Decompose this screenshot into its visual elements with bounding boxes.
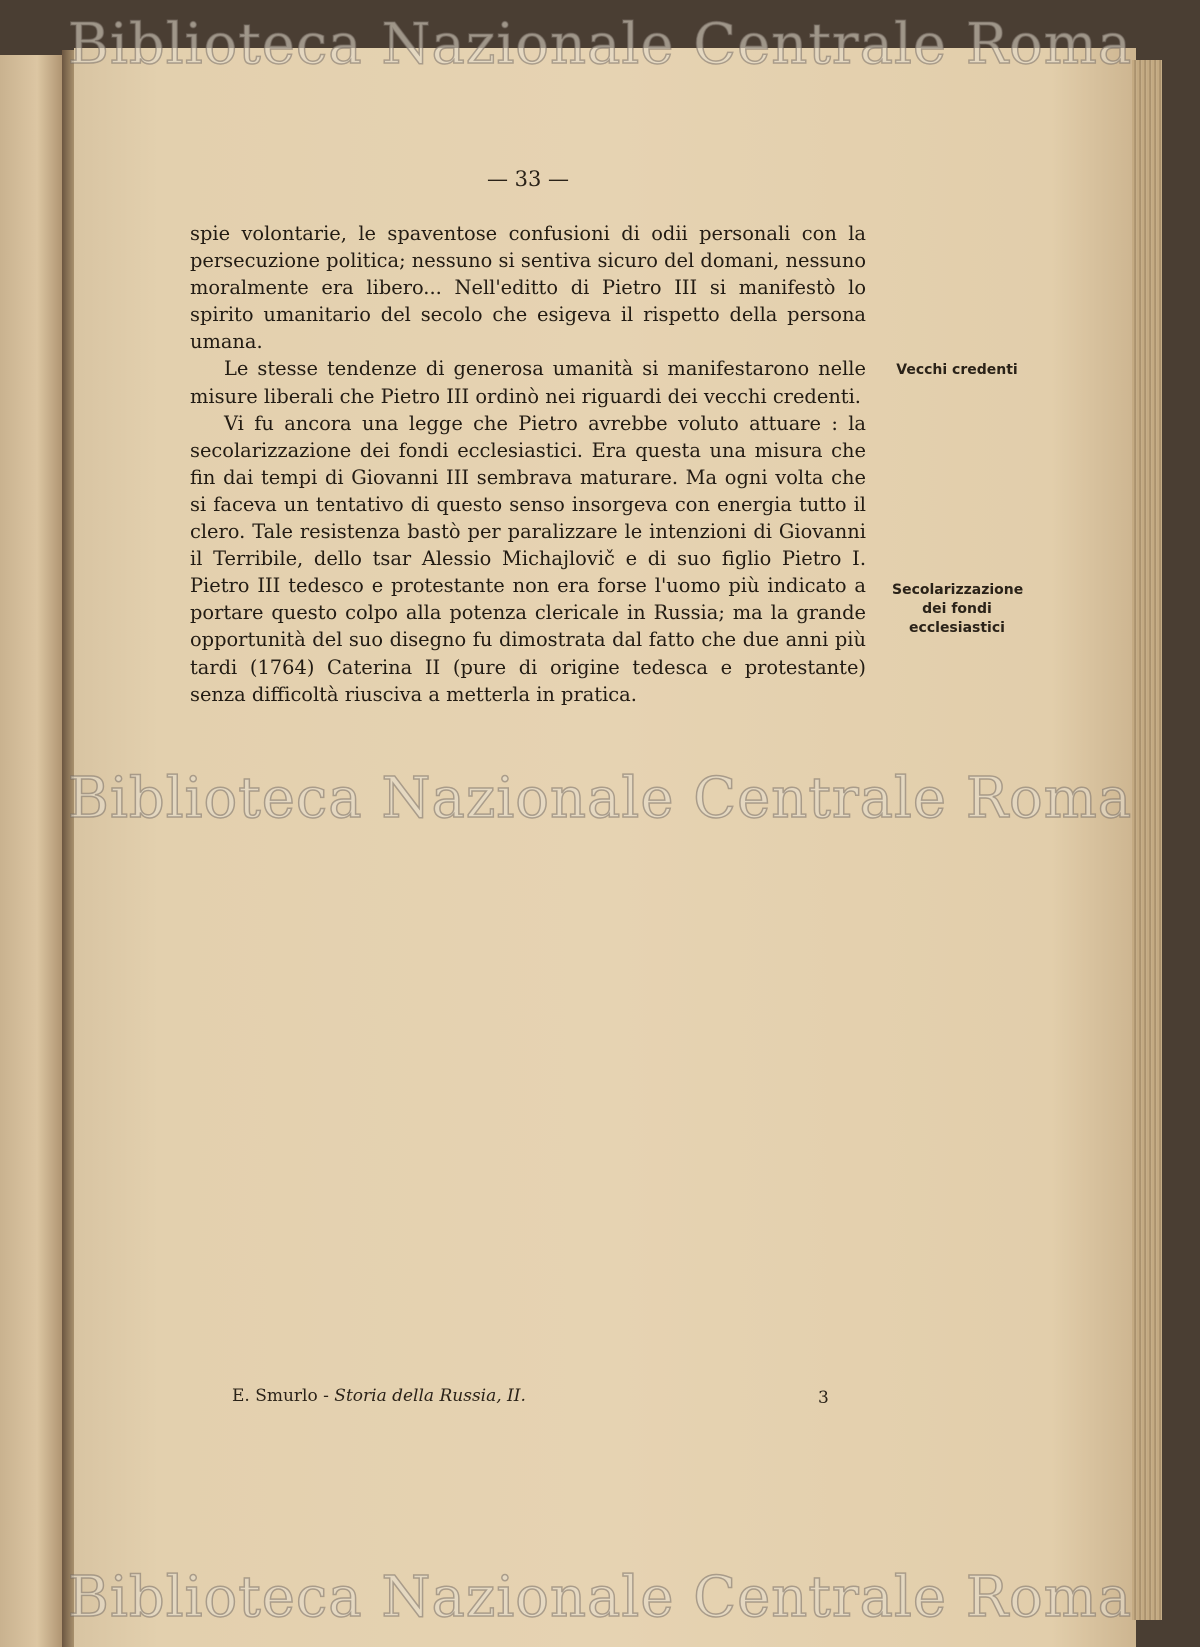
paragraph: Vi fu ancora una legge che Pietro avrebbe voluto attuare : la secolarizzazione dei fondi ecclesiastici. Era questa una misura che fin dai tempi di Giovanni III sembrava maturare. Ma ogni volta che si faceva un tentativo di questo senso insorgeva con energia tutto il clero. Tale resistenza bastò per paralizzare le intenzioni di Giovanni il Terribile, dello tsar Alessio Michajlovič e di suo figlio Pietro I. Pietro III tedesco e protestante non era forse l'uomo più indicato a portare questo colpo alla potenza clericale in Russia; ma la grande opportunità del suo disegno fu dimostrata dal fatto che due anni più tardi (1764) Caterina II (pure di origine tedesca e protestante) senza difficoltà riusciva a metterla in pratica. — [190, 411, 866, 706]
watermark: Biblioteca Nazionale Centrale Roma — [67, 12, 1133, 77]
book-gutter — [62, 50, 74, 1647]
margin-note: Secolarizzazione dei fondi ecclesiastici — [892, 582, 1024, 636]
facing-page-edge — [0, 55, 62, 1647]
paragraph: spie volontarie, le spaventose confusioni di odii personali con la persecuzione politica; nessuno si sentiva sicuro del domani, nessuno moralmente era libero... Nell'editto di Pietro III si manifestò lo spirito umanitario del secolo che esigeva il rispetto della persona umana. — [190, 222, 866, 354]
paragraph: Le stesse tendenze di generosa umanità si manifestarono nelle misure liberali che Pietro III ordinò nei riguardi dei vecchi credenti. — [190, 357, 866, 408]
watermark: Biblioteca Nazionale Centrale Roma — [67, 766, 1133, 831]
footer-author: E. Smurlo - — [232, 1386, 335, 1406]
footer-title: Storia della Russia, II. — [334, 1386, 526, 1406]
page-number-header: — 33 — — [486, 167, 570, 191]
footer-signature: 3 — [818, 1388, 829, 1408]
footer-citation — [232, 1386, 526, 1406]
body-text — [190, 220, 866, 708]
watermark: Biblioteca Nazionale Centrale Roma — [67, 1565, 1133, 1630]
margin-note: Vecchi credenti — [896, 362, 1018, 378]
page-edges — [1132, 60, 1162, 1620]
